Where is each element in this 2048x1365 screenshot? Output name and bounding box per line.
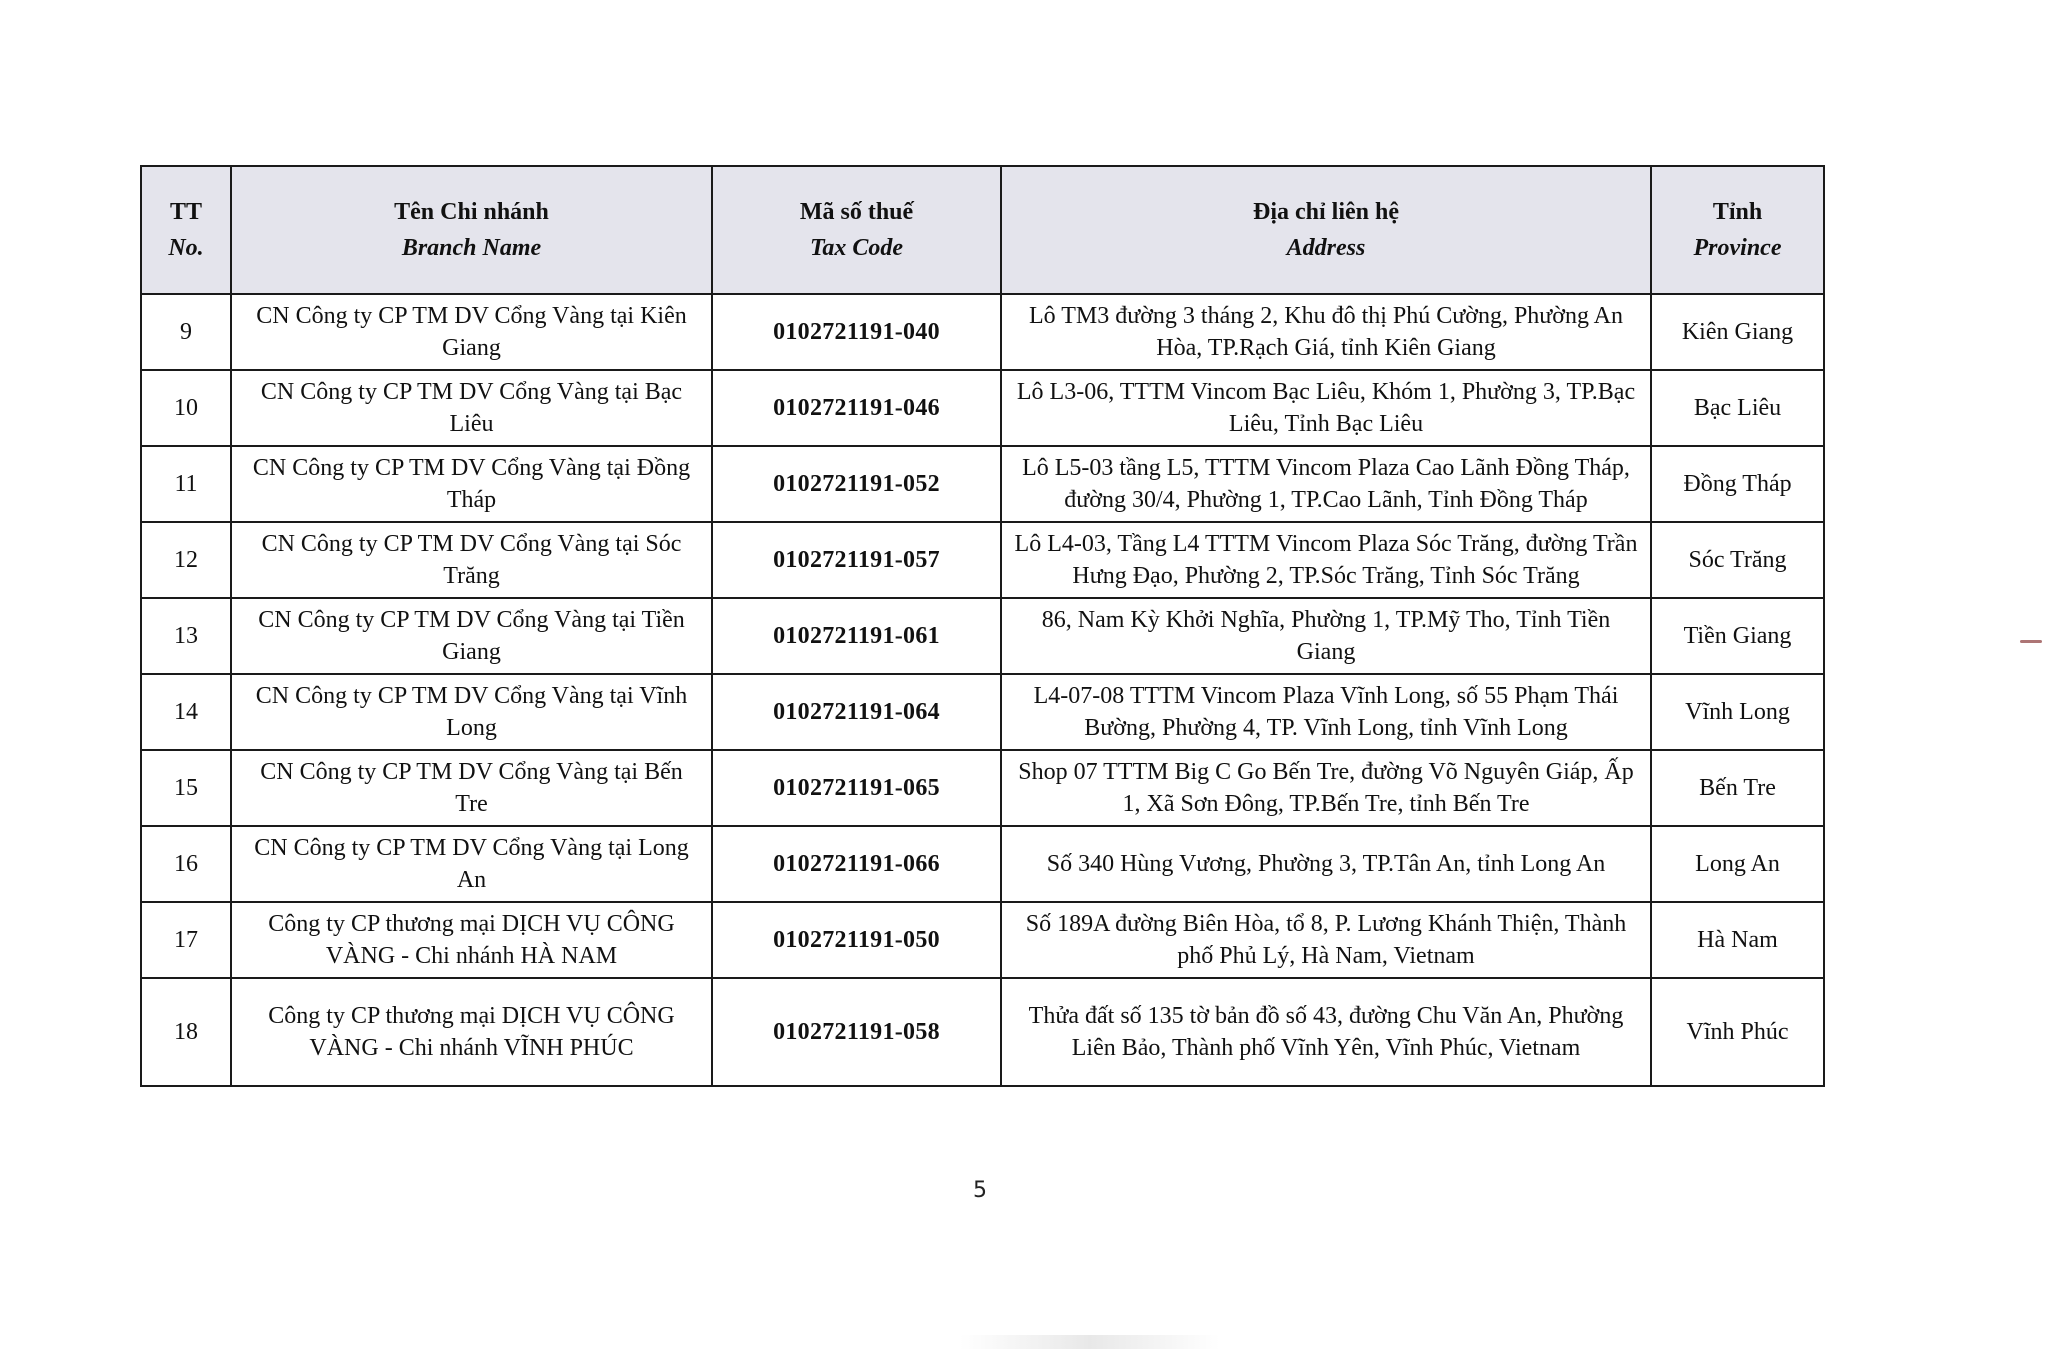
cell-branch-name: CN Công ty CP TM DV Cổng Vàng tại Bến Tre [231, 750, 712, 826]
table-row [141, 750, 1824, 826]
table-header-row [141, 166, 1824, 294]
scan-artifact-mark [2020, 640, 2042, 643]
cell-address: Lô L4-03, Tầng L4 TTTM Vincom Plaza Sóc Trăng, đường Trần Hưng Đạo, Phường 2, TP.Sóc Trăng, Tỉnh Sóc Trăng [1001, 522, 1651, 598]
header-branch-name-en: Branch Name [401, 235, 542, 261]
cell-no: 15 [141, 750, 231, 826]
header-no-vn: TT [169, 199, 202, 225]
cell-no: 9 [141, 294, 231, 370]
header-province-vn: Tỉnh [1712, 199, 1763, 225]
cell-address: Thửa đất số 135 tờ bản đồ số 43, đường Chu Văn An, Phường Liên Bảo, Thành phố Vĩnh Yên, Vĩnh Phúc, Vietnam [1001, 978, 1651, 1086]
cell-no: 17 [141, 902, 231, 978]
cell-province: Kiên Giang [1651, 294, 1824, 370]
branch-table [140, 165, 1825, 1087]
table-row [141, 522, 1824, 598]
cell-province: Bạc Liêu [1651, 370, 1824, 446]
cell-address: 86, Nam Kỳ Khởi Nghĩa, Phường 1, TP.Mỹ Tho, Tỉnh Tiền Giang [1001, 598, 1651, 674]
cell-tax-code: 0102721191-064 [712, 674, 1001, 750]
cell-tax-code: 0102721191-057 [712, 522, 1001, 598]
cell-province: Vĩnh Phúc [1651, 978, 1824, 1086]
cell-branch-name: CN Công ty CP TM DV Cổng Vàng tại Bạc Liêu [231, 370, 712, 446]
cell-branch-name: CN Công ty CP TM DV Cổng Vàng tại Vĩnh Long [231, 674, 712, 750]
cell-tax-code: 0102721191-066 [712, 826, 1001, 902]
cell-address: Shop 07 TTTM Big C Go Bến Tre, đường Võ Nguyên Giáp, Ấp 1, Xã Sơn Đông, TP.Bến Tre, tỉnh Bến Tre [1001, 750, 1651, 826]
cell-branch-name: CN Công ty CP TM DV Cổng Vàng tại Sóc Trăng [231, 522, 712, 598]
table-row [141, 826, 1824, 902]
header-address-en: Address [1286, 235, 1366, 261]
cell-no: 16 [141, 826, 231, 902]
cell-province: Long An [1651, 826, 1824, 902]
cell-tax-code: 0102721191-052 [712, 446, 1001, 522]
header-address [1001, 166, 1651, 294]
cell-no: 11 [141, 446, 231, 522]
cell-branch-name: Công ty CP thương mại DỊCH VỤ CÔNG VÀNG - Chi nhánh HÀ NAM [231, 902, 712, 978]
header-province-en: Province [1693, 235, 1782, 261]
cell-branch-name: Công ty CP thương mại DỊCH VỤ CÔNG VÀNG - Chi nhánh VĨNH PHÚC [231, 978, 712, 1086]
header-tax-code [712, 166, 1001, 294]
cell-address: L4-07-08 TTTM Vincom Plaza Vĩnh Long, số 55 Phạm Thái Bường, Phường 4, TP. Vĩnh Long, tỉnh Vĩnh Long [1001, 674, 1651, 750]
cell-no: 13 [141, 598, 231, 674]
header-no [141, 166, 231, 294]
scan-artifact-smudge [960, 1335, 1220, 1349]
header-tax-code-vn: Mã số thuế [799, 199, 914, 225]
cell-province: Bến Tre [1651, 750, 1824, 826]
cell-no: 10 [141, 370, 231, 446]
table-row [141, 902, 1824, 978]
cell-no: 14 [141, 674, 231, 750]
header-address-vn: Địa chỉ liên hệ [1252, 199, 1399, 225]
table-row [141, 598, 1824, 674]
cell-tax-code: 0102721191-046 [712, 370, 1001, 446]
page-number: 5 [973, 1178, 987, 1203]
header-no-en: No. [168, 235, 204, 261]
cell-address: Lô L5-03 tầng L5, TTTM Vincom Plaza Cao Lãnh Đồng Tháp, đường 30/4, Phường 1, TP.Cao Lãnh, Tỉnh Đồng Tháp [1001, 446, 1651, 522]
cell-branch-name: CN Công ty CP TM DV Cổng Vàng tại Đồng Tháp [231, 446, 712, 522]
cell-province: Đồng Tháp [1651, 446, 1824, 522]
cell-branch-name: CN Công ty CP TM DV Cổng Vàng tại Tiền Giang [231, 598, 712, 674]
header-branch-name [231, 166, 712, 294]
table-row [141, 446, 1824, 522]
cell-branch-name: CN Công ty CP TM DV Cổng Vàng tại Long An [231, 826, 712, 902]
cell-tax-code: 0102721191-065 [712, 750, 1001, 826]
table-row [141, 674, 1824, 750]
cell-address: Lô TM3 đường 3 tháng 2, Khu đô thị Phú Cường, Phường An Hòa, TP.Rạch Giá, tỉnh Kiên Giang [1001, 294, 1651, 370]
cell-branch-name: CN Công ty CP TM DV Cổng Vàng tại Kiên Giang [231, 294, 712, 370]
cell-province: Sóc Trăng [1651, 522, 1824, 598]
table-row [141, 978, 1824, 1086]
cell-address: Số 340 Hùng Vương, Phường 3, TP.Tân An, tỉnh Long An [1001, 826, 1651, 902]
table-row [141, 294, 1824, 370]
cell-tax-code: 0102721191-061 [712, 598, 1001, 674]
cell-no: 12 [141, 522, 231, 598]
cell-no: 18 [141, 978, 231, 1086]
cell-tax-code: 0102721191-040 [712, 294, 1001, 370]
header-branch-name-vn: Tên Chi nhánh [394, 199, 549, 225]
table-row [141, 370, 1824, 446]
cell-province: Hà Nam [1651, 902, 1824, 978]
header-tax-code-en: Tax Code [809, 235, 904, 261]
cell-tax-code: 0102721191-058 [712, 978, 1001, 1086]
cell-province: Tiền Giang [1651, 598, 1824, 674]
cell-province: Vĩnh Long [1651, 674, 1824, 750]
cell-tax-code: 0102721191-050 [712, 902, 1001, 978]
cell-address: Số 189A đường Biên Hòa, tổ 8, P. Lương Khánh Thiện, Thành phố Phủ Lý, Hà Nam, Vietnam [1001, 902, 1651, 978]
cell-address: Lô L3-06, TTTM Vincom Bạc Liêu, Khóm 1, Phường 3, TP.Bạc Liêu, Tỉnh Bạc Liêu [1001, 370, 1651, 446]
header-province [1651, 166, 1824, 294]
